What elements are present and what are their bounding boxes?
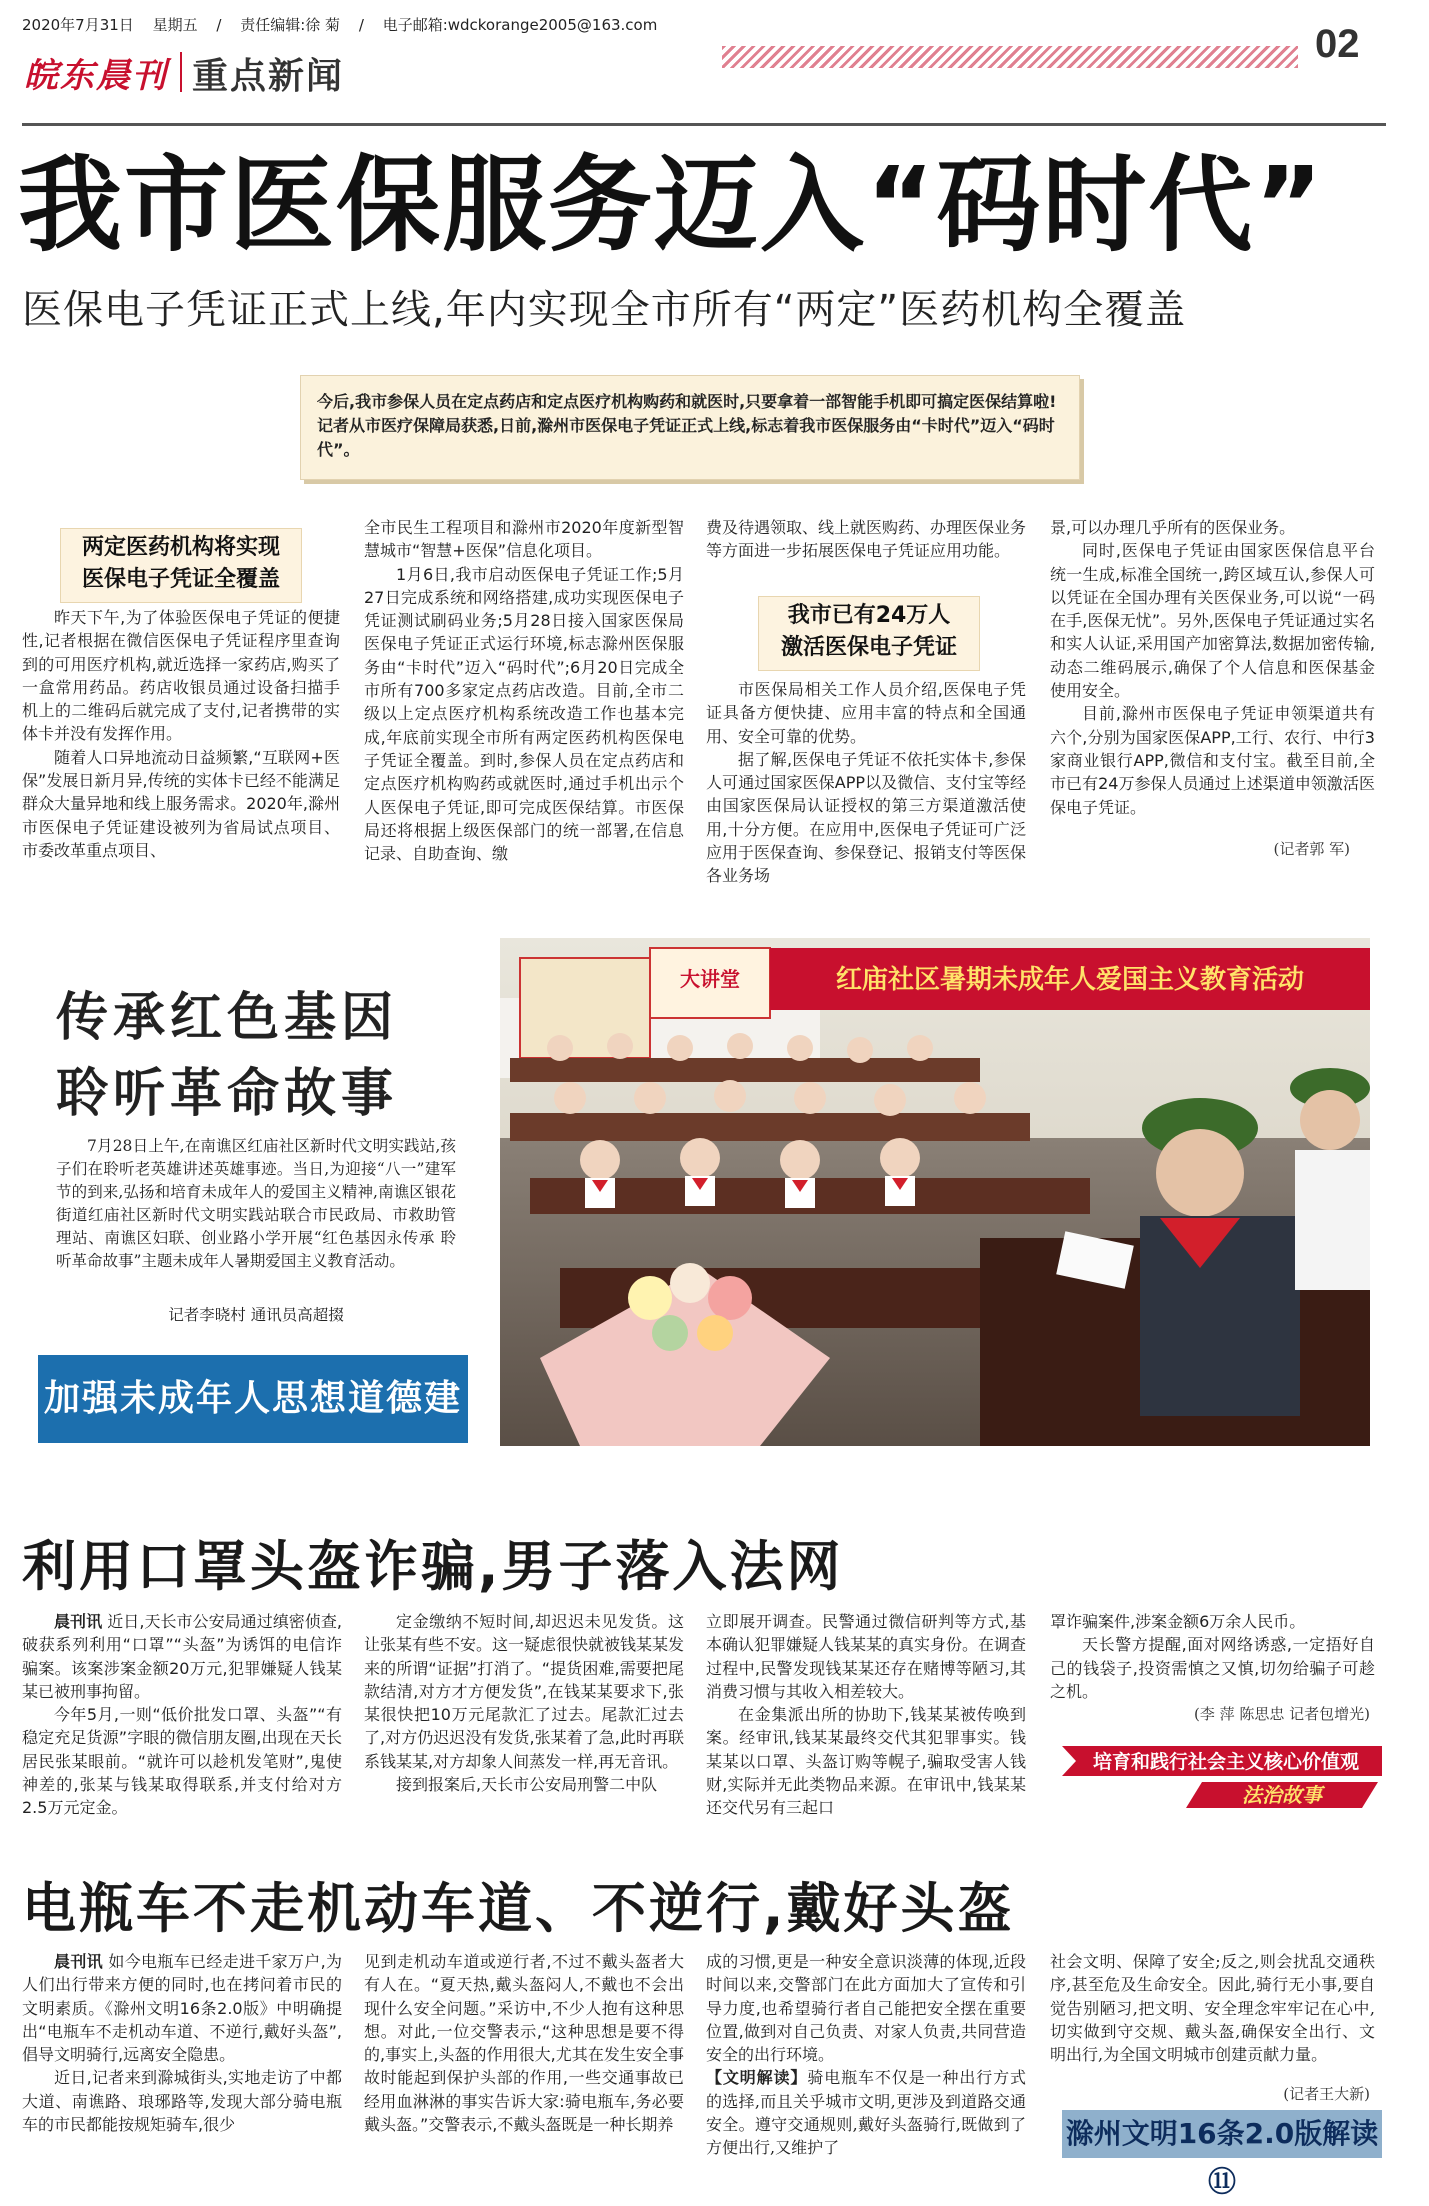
paragraph: 社会文明、保障了安全;反之,则会扰乱交通秩序,甚至危及生命安全。因此,骑行无小事,要自觉告别陋习,把文明、安全理念牢牢记在心中,切实做到守交规、戴头盔,确保安全出行、文明出行,为全国文明城市创建贡献力量。	[1050, 1952, 1375, 2065]
header-rule	[22, 123, 1386, 126]
article3-column-3	[706, 1610, 1026, 1820]
paragraph-text: 如今电瓶车已经走进千家万户,为人们出行带来方便的同时,也在拷问着市民的文明素质。《滁州文明16条2.0版》中明确提出“电瓶车不走机动车道、不逆行,戴好头盔”,倡导文明骑行,远离安全隐患。	[22, 1952, 342, 2065]
photo-story-body: 7月28日上午,在南谯区红庙社区新时代文明实践站,孩子们在聆听老英雄讲述英雄事迹。当日,为迎接“八一”建军节的到来,弘扬和培育未成年人的爱国主义精神,南谯区银花街道红庙社区新时代文明实践站联合市民政局、市救助管理站、南谯区妇联、创业路小学开展“红色基因永传承 聆听革命故事”主题未成年人暑期爱国主义教育活动。	[56, 1137, 456, 1270]
article1-column-2	[364, 516, 684, 865]
paragraph-text: 近日,天长市公安局通过缜密侦查,破获系列利用“口罩”“头盔”为诱饵的电信诈骗案。该案涉案金额20万元,犯罪嫌疑人钱某某已被刑事拘留。	[22, 1612, 342, 1701]
article1-column-3b	[706, 678, 1026, 888]
lead-box: 今后,我市参保人员在定点药店和定点医疗机构购药和就医时,只要拿着一部智能手机即可搞定医保结算啦!记者从市医疗保障局获悉,日前,滁州市医保电子凭证正式上线,标志着我市医保服务由“卡时代”迈入“码时代”。	[300, 375, 1080, 480]
masthead-meta	[22, 14, 671, 35]
paragraph	[22, 1950, 342, 2066]
paragraph: 随着人口异地流动日益频繁,“互联网+医保”发展日新月异,传统的实体卡已经不能满足群众大量异地和线上服务需求。2020年,滁州市医保电子凭证建设被列为省局试点项目、市委改革重点项目、	[22, 747, 340, 860]
page-number: 02	[1315, 22, 1360, 66]
editor-email[interactable]: 电子邮箱:wdckorange2005@163.com	[382, 16, 658, 34]
paragraph: 见到走机动车道或逆行者,不过不戴头盔者大有人在。“夏天热,戴头盔闷人,不戴也不会出现什么安全问题。”采访中,不少人抱有这种思想。对此,一位交警表示,“这种思想是要不得的,事实上,头盔的作用很大,尤其在发生安全事故时能起到保护头部的作用,一些交通事故已经用血淋淋的事实告诉大家:骑电瓶车,务必要戴头盔。”交警表示,不戴头盔既是一种长期养	[364, 1952, 684, 2135]
issue-date: 2020年7月31日	[22, 16, 134, 34]
fraud-headline[interactable]: 利用口罩头盔诈骗,男子落入法网	[22, 1535, 844, 1598]
section-title: 重点新闻	[192, 56, 345, 97]
subheading-2-line: 我市已有24万人	[787, 603, 951, 628]
header-hatch-decoration	[722, 46, 1298, 68]
article4-column-1	[22, 1950, 342, 2136]
subheading-2	[758, 596, 980, 671]
ebike-headline[interactable]: 电瓶车不走机动车道、不逆行,戴好头盔	[22, 1877, 1015, 1940]
main-headline[interactable]: 我市医保服务迈入“码时代”	[18, 144, 1325, 266]
subheading-1	[60, 528, 302, 603]
article1-credit: (记者郭 军)	[1273, 840, 1350, 858]
dateline: 晨刊讯	[54, 1952, 103, 1971]
article4-credit: (记者王大新)	[1283, 2085, 1370, 2103]
paragraph: 今年5月,一则“低价批发口罩、头盔”“有稳定充足货源”字眼的微信朋友圈,出现在天长居民张某眼前。“就许可以趁机发笔财”,鬼使神差的,张某与钱某取得联系,并支付给对方2.5万元定金。	[22, 1705, 342, 1818]
legal-story-banner-top: 培育和践行社会主义核心价值观	[1092, 1751, 1360, 1773]
paragraph: 立即展开调查。民警通过微信研判等方式,基本确认犯罪嫌疑人钱某某的真实身份。在调查过程中,民警发现钱某某还存在赌博等陋习,其消费习惯与其收入相差较大。	[706, 1612, 1027, 1701]
classroom-photo[interactable]	[500, 938, 1370, 1446]
issue-weekday: 星期五	[152, 16, 198, 34]
paragraph: 景,可以办理几乎所有的医保业务。	[1050, 518, 1296, 537]
article3-column-1	[22, 1610, 342, 1820]
article4-column-4	[1050, 1950, 1375, 2066]
lecture-board-text: 大讲堂	[680, 967, 740, 991]
paragraph: 市医保局相关工作人员介绍,医保电子凭证具备方便快捷、应用丰富的特点和全国通用、安全可靠的优势。	[706, 680, 1026, 746]
newspaper-logo: 皖东晨刊	[24, 56, 168, 96]
commentary-label: 【文明解读】	[706, 2068, 808, 2088]
article1-column-4	[1050, 516, 1375, 819]
paragraph: 同时,医保电子凭证由国家医保信息平台统一生成,标准全国统一,跨区域互认,参保人可以凭证在全国办理有关医保业务,可以说“一码在手,医保无忧”。另外,医保电子凭证通过实名和实人认证,采用国产加密算法,数据加密传输,动态二维码展示,确保了个人信息和医保基金使用安全。	[1050, 541, 1375, 701]
paragraph: 费及待遇领取、线上就医购药、办理医保业务等方面进一步拓展医保电子凭证应用功能。	[706, 518, 1027, 561]
subheading-1-line: 两定医药机构将实现	[81, 535, 280, 560]
article3-column-2	[364, 1610, 684, 1796]
subheading-2-line: 激活医保电子凭证	[780, 635, 957, 660]
editor-name: 责任编辑:徐 菊	[240, 16, 341, 34]
paragraph: 罩诈骗案件,涉案金额6万余人民币。	[1050, 1612, 1306, 1631]
paragraph: 在金集派出所的协助下,钱某某被传唤到案。经审讯,钱某某最终交代其犯罪事实。钱某某以口罩、头盔订购等幌子,骗取受害人钱财,实际并无此类物品来源。在审讯中,钱某某还交代另有三起口	[706, 1705, 1026, 1818]
article1-column-1	[22, 606, 340, 862]
main-subhead: 医保电子凭证正式上线,年内实现全市所有“两定”医药机构全覆盖	[22, 287, 1187, 333]
civility-rules-banner: 滁州文明16条2.0版解读⑪	[1062, 2110, 1382, 2158]
paragraph: 全市民生工程项目和滁州市2020年度新型智慧城市“智慧+医保”信息化项目。	[364, 518, 684, 561]
paragraph: 成的习惯,更是一种安全意识淡薄的体现,近段时间以来,交警部门在此方面加大了宣传和引导力度,也希望骑行者自己能把安全摆在重要位置,做到对自己负责、对家人负责,共同营造安全的出行环境。	[706, 1952, 1026, 2065]
divider-slash: /	[358, 16, 364, 34]
subheading-1-line: 医保电子凭证全覆盖	[81, 567, 280, 592]
paragraph: 昨天下午,为了体验医保电子凭证的便捷性,记者根据在微信医保电子凭证程序里查询到的可用医疗机构,就近选择一家药店,购买了一盒常用药品。药店收银员通过设备扫描手机上的二维码后就完成了支付,记者携带的实体卡并没有发挥作用。	[22, 608, 340, 744]
photo-story-title-line: 传承红色基因	[56, 988, 399, 1048]
paragraph: 目前,滁州市医保电子凭证申领渠道共有六个,分别为国家医保APP,工行、农行、中行3家商业银行APP,微信和支付宝。截至目前,全市已有24万参保人员通过上述渠道申领激活医保电子凭证。	[1050, 704, 1375, 817]
article3-credit: (李 萍 陈思忠 记者包增光)	[1193, 1705, 1370, 1723]
classroom-photo-illustration	[500, 938, 1370, 1446]
paragraph: 据了解,医保电子凭证不依托实体卡,参保人可通过国家医保APP以及微信、支付宝等经由国家医保局认证授权的第三方渠道激活使用,十分方便。在应用中,医保电子凭证可广泛应用于医保查询、参保登记、报销支付等医保各业务场	[706, 749, 1027, 886]
divider-slash: /	[216, 16, 222, 34]
article3-column-4	[1050, 1610, 1375, 1703]
moral-education-label: 加强未成年人思想道德建设	[38, 1355, 468, 1443]
article1-column-3a	[706, 516, 1026, 563]
legal-story-banner	[1062, 1738, 1382, 1810]
paragraph	[706, 2066, 1026, 2159]
legal-story-banner-art	[1062, 1738, 1382, 1810]
commentary-text: 骑电瓶车不仅是一种出行方式的选择,而且关乎城市文明,更涉及到道路交通安全。遵守交通规则,戴好头盔骑行,既做到了方便出行,又维护了	[706, 2068, 1026, 2158]
dateline: 晨刊讯	[54, 1612, 103, 1631]
paragraph: 近日,记者来到滁城街头,实地走访了中都大道、南谯路、琅琊路等,发现大部分骑电瓶车的市民都能按规矩骑车,很少	[22, 2068, 342, 2135]
photo-story-credit: 记者李晓村 通讯员高超掇	[168, 1306, 344, 1324]
logo-divider	[180, 52, 182, 92]
veteran-assistant	[1290, 1068, 1370, 1290]
paragraph: 定金缴纳不短时间,却迟迟未见发货。这让张某有些不安。这一疑虑很快就被钱某某发来的所谓“证据”打消了。“提货困难,需要把尾款结清,对方才方便发货”,在钱某某要求下,张某很快把10万元尾款汇了过去。尾款汇过去了,对方仍迟迟没有发货,张某着了急,此时再联系钱某某,对方却象人间蒸发一样,再无音讯。	[364, 1612, 685, 1771]
paragraph	[22, 1610, 342, 1703]
legal-story-banner-bottom: 法治故事	[1242, 1783, 1322, 1807]
photo-story-title[interactable]	[56, 980, 398, 1132]
paragraph: 接到报案后,天长市公安局刑警二中队	[396, 1775, 658, 1795]
article4-column-3	[706, 1950, 1026, 2160]
photo-story-title-line: 聆听革命故事	[56, 1064, 399, 1124]
paragraph: 天长警方提醒,面对网络诱惑,一定捂好自己的钱袋子,投资需慎之又慎,切勿给骗子可趁之机。	[1050, 1635, 1375, 1701]
article4-column-2	[364, 1950, 684, 2136]
event-banner-text: 红庙社区暑期未成年人爱国主义教育活动	[835, 965, 1305, 995]
paragraph: 1月6日,我市启动医保电子凭证工作;5月27日完成系统和网络搭建,成功实现医保电子凭证测试刷码业务;5月28日接入国家医保局医保电子凭证正式运行环境,标志滁州医保服务由“卡时代”迈入“码时代”;6月20日完成全市所有700多家定点药店改造。目前,全市二级以上定点医疗机构系统改造工作也基本完成,年底前实现全市所有两定医药机构医保电子凭证全覆盖。到时,参保人员在定点药店和定点医疗机构购药或就医时,通过手机出示个人医保电子凭证,即可完成医保结算。市医保局还将根据上级医保部门的统一部署,在信息记录、自助查询、缴	[364, 564, 684, 864]
